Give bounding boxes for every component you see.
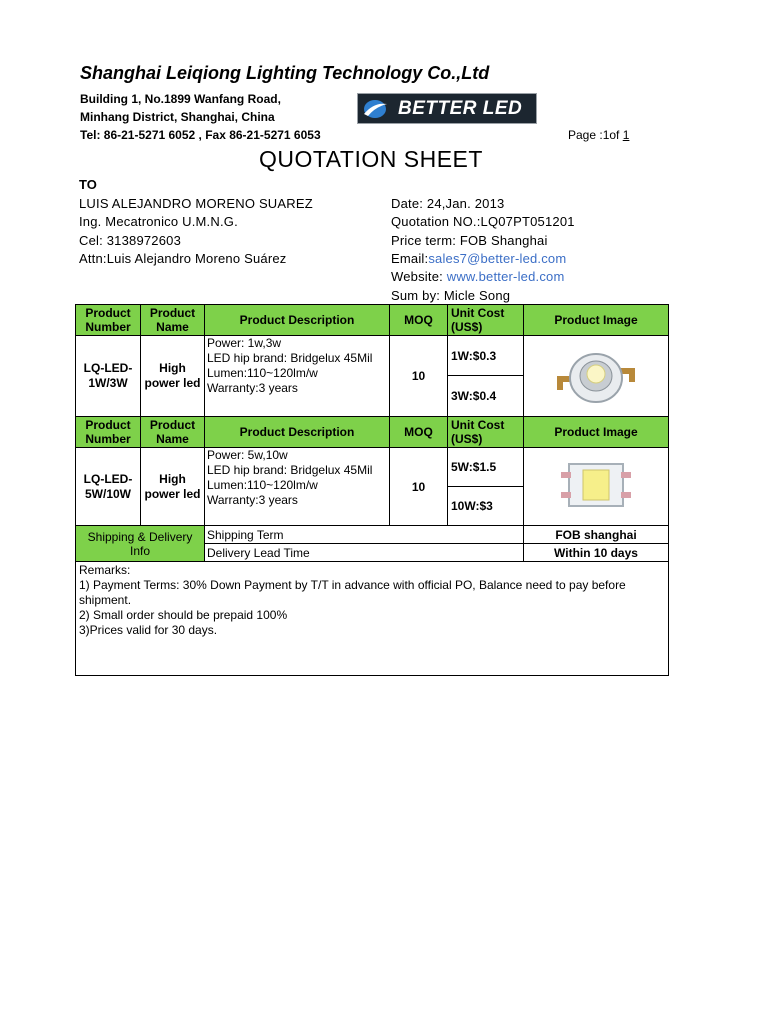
table-header-row: [76, 305, 669, 336]
header-moq: MOQ: [390, 305, 448, 336]
company-name: Shanghai Leiqiong Lighting Technology Co.,Ltd: [80, 63, 490, 83]
header-description: Product Description: [205, 305, 390, 336]
quote-date: Date: 24,Jan. 2013: [391, 196, 505, 211]
header-moq: MOQ: [390, 417, 448, 448]
to-label: TO: [79, 177, 97, 192]
page-total: 1: [622, 128, 630, 142]
company-logo: [357, 93, 537, 124]
address-line-1: Building 1, No.1899 Wanfang Road,: [80, 92, 281, 106]
header-unit-cost: Unit Cost (US$): [448, 305, 524, 336]
product-name: High power led: [141, 336, 205, 417]
table-row: [76, 336, 669, 376]
email-label: Email:: [391, 251, 429, 266]
email-line: [391, 251, 566, 266]
customer-attn: Attn:Luis Alejandro Moreno Suárez: [79, 251, 287, 266]
header-product-image: Product Image: [524, 417, 669, 448]
price-term: Price term: FOB Shanghai: [391, 233, 548, 248]
desc-lumen: Lumen:110~120lm/w: [207, 366, 318, 380]
unit-cost-2: 3W:$0.4: [448, 376, 524, 417]
desc-power: Power: 1w,3w: [207, 336, 282, 350]
quotation-table: [75, 304, 669, 676]
round-high-power-led-icon: [551, 340, 641, 410]
header-product-number: Product Number: [76, 417, 141, 448]
desc-lumen: Lumen:110~120lm/w: [207, 478, 318, 492]
product-number: LQ-LED-1W/3W: [76, 336, 141, 417]
customer-cel: Cel: 3138972603: [79, 233, 182, 248]
customer-title: Ing. Mecatronico U.M.N.G.: [79, 214, 238, 229]
product-description: [205, 336, 390, 417]
customer-name: LUIS ALEJANDRO MORENO SUAREZ: [79, 196, 313, 211]
remarks: [76, 562, 669, 676]
product-number: LQ-LED-5W/10W: [76, 448, 141, 526]
delivery-lead-value: Within 10 days: [524, 544, 669, 562]
shipping-term-label: Shipping Term: [205, 526, 524, 544]
website-label: Website:: [391, 269, 447, 284]
remark-2: 2) Small order should be prepaid 100%: [79, 608, 288, 622]
product-image: [524, 448, 669, 526]
square-cob-led-icon: [551, 450, 641, 520]
phone-fax: Tel: 86-21-5271 6052 , Fax 86-21-5271 6053: [80, 128, 321, 142]
desc-warranty: Warranty:3 years: [207, 493, 298, 507]
header-description: Product Description: [205, 417, 390, 448]
unit-cost-1: 5W:$1.5: [448, 448, 524, 487]
header-product-image: Product Image: [524, 305, 669, 336]
header-product-name: Product Name: [141, 417, 205, 448]
desc-chip: LED hip brand: Bridgelux 45Mil: [207, 351, 373, 365]
address-line-2: Minhang District, Shanghai, China: [80, 110, 275, 124]
shipping-term-value: FOB shanghai: [524, 526, 669, 544]
remark-3: 3)Prices valid for 30 days.: [79, 623, 218, 637]
table-header-row: [76, 417, 669, 448]
quotation-number: Quotation NO.:LQ07PT051201: [391, 214, 575, 229]
logo-text: BETTER LED: [398, 98, 523, 119]
product-moq: 10: [390, 448, 448, 526]
desc-chip: LED hip brand: Bridgelux 45Mil: [207, 463, 373, 477]
remarks-row: [76, 562, 669, 676]
logo-swoosh-icon: [362, 98, 388, 120]
header-product-number: Product Number: [76, 305, 141, 336]
desc-power: Power: 5w,10w: [207, 448, 288, 462]
page-title: QUOTATION SHEET: [259, 146, 483, 172]
product-moq: 10: [390, 336, 448, 417]
remark-1: 1) Payment Terms: 30% Down Payment by T/T in advance with official PO, Balance need to pay before shipment.: [79, 578, 626, 607]
header-product-name: Product Name: [141, 305, 205, 336]
unit-cost-1: 1W:$0.3: [448, 336, 524, 376]
website-link[interactable]: www.better-led.com: [446, 269, 565, 284]
website-line: [391, 269, 565, 284]
product-description: [205, 448, 390, 526]
product-image: [524, 336, 669, 417]
page-indicator: [568, 128, 629, 142]
header-unit-cost: Unit Cost (US$): [448, 417, 524, 448]
page-prefix: Page :1of: [568, 128, 623, 142]
email-link[interactable]: sales7@better-led.com: [428, 251, 567, 266]
product-name: High power led: [141, 448, 205, 526]
sum-by: Sum by: Micle Song: [391, 288, 511, 303]
shipping-row: [76, 526, 669, 544]
delivery-lead-label: Delivery Lead Time: [205, 544, 524, 562]
desc-warranty: Warranty:3 years: [207, 381, 298, 395]
table-row: [76, 448, 669, 487]
remarks-heading: Remarks:: [79, 563, 131, 577]
shipping-label: Shipping & Delivery Info: [76, 526, 205, 562]
unit-cost-2: 10W:$3: [448, 487, 524, 526]
